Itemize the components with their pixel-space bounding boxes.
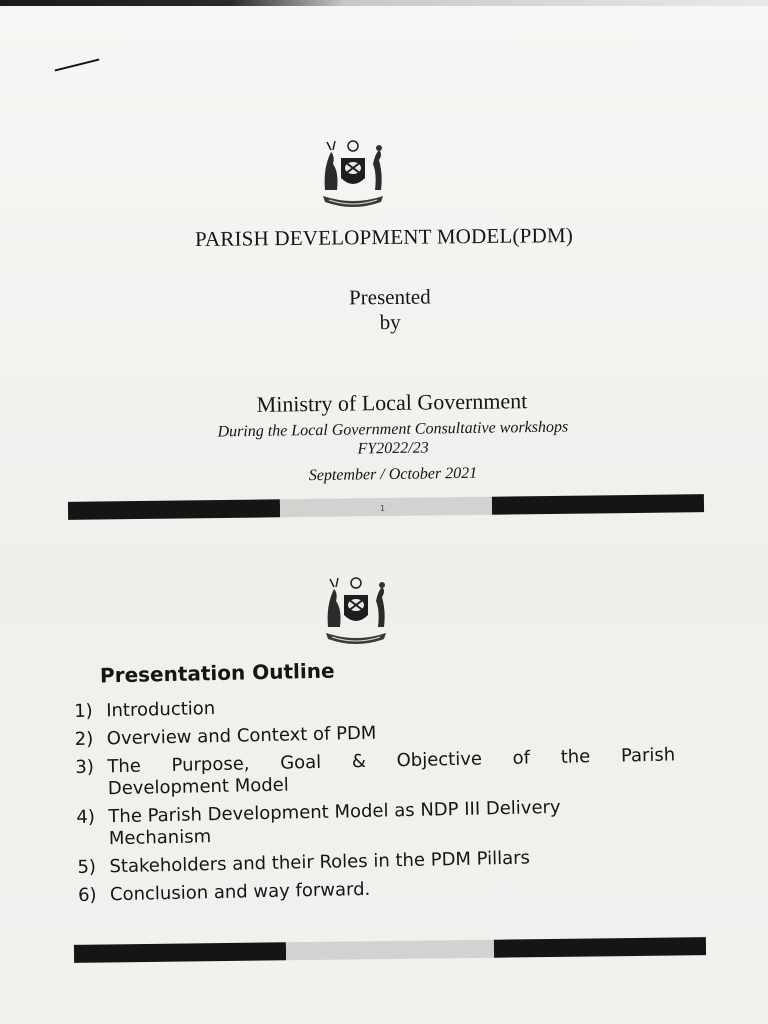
item-text: Overview and Context of PDM <box>106 722 377 750</box>
item-line-2: Mechanism <box>108 826 212 850</box>
word: The <box>107 755 142 778</box>
by-label: by <box>379 309 401 335</box>
item-number: 1) <box>74 700 93 722</box>
item-line-2: Development Model <box>107 774 289 800</box>
item-text: Introduction <box>105 698 216 722</box>
word: of <box>512 747 531 769</box>
coat-of-arms-icon <box>315 138 391 210</box>
outline-heading: Presentation Outline <box>99 658 335 688</box>
slide-footer-bar <box>74 937 706 963</box>
item-number: 6) <box>77 884 97 906</box>
page-top-edge <box>0 0 768 6</box>
item-text: Stakeholders and their Roles in the PDM Pillars <box>109 847 531 878</box>
word: Objective <box>396 748 483 772</box>
title-slide <box>0 120 768 540</box>
footer-bar-light <box>286 940 494 961</box>
word: & <box>351 750 367 773</box>
word: Parish <box>620 744 676 767</box>
slide-footer-bar <box>68 494 704 520</box>
outline-list <box>74 688 678 913</box>
slide-number: 1 <box>380 504 386 513</box>
list-item <box>76 794 677 851</box>
list-item <box>75 744 676 801</box>
footer-bar-dark-right <box>494 937 706 958</box>
item-number: 4) <box>76 806 96 828</box>
event-description <box>0 415 768 464</box>
item-number: 5) <box>77 856 97 878</box>
list-item <box>78 872 678 907</box>
item-text <box>108 794 677 850</box>
pen-mark <box>54 58 99 71</box>
footer-bar-dark-right <box>492 494 704 515</box>
item-line-1: The Parish Development Model as NDP III Delivery <box>108 796 561 828</box>
presented-by <box>0 281 768 339</box>
footer-bar-light <box>280 497 492 518</box>
presentation-title: PARISH DEVELOPMENT MODEL(PDM) <box>194 223 574 251</box>
item-text <box>107 744 676 800</box>
footer-bar-dark-left <box>68 499 280 520</box>
word: the <box>560 746 591 768</box>
item-text: Conclusion and way forward. <box>109 878 371 906</box>
event-name: During the Local Government Consultative workshops <box>217 418 569 441</box>
presented-label: Presented <box>348 284 431 310</box>
presenter-organization: Ministry of Local Government <box>256 388 528 417</box>
word: Purpose, <box>171 753 250 776</box>
event-dates: September / October 2021 <box>308 464 478 485</box>
item-number: 2) <box>74 728 94 750</box>
item-number: 3) <box>75 756 95 778</box>
fiscal-year: FY2022/23 <box>357 439 429 458</box>
outline-slide <box>0 565 768 985</box>
word: Goal <box>279 751 322 774</box>
coat-of-arms-icon <box>318 575 394 647</box>
footer-bar-dark-left <box>74 942 286 963</box>
